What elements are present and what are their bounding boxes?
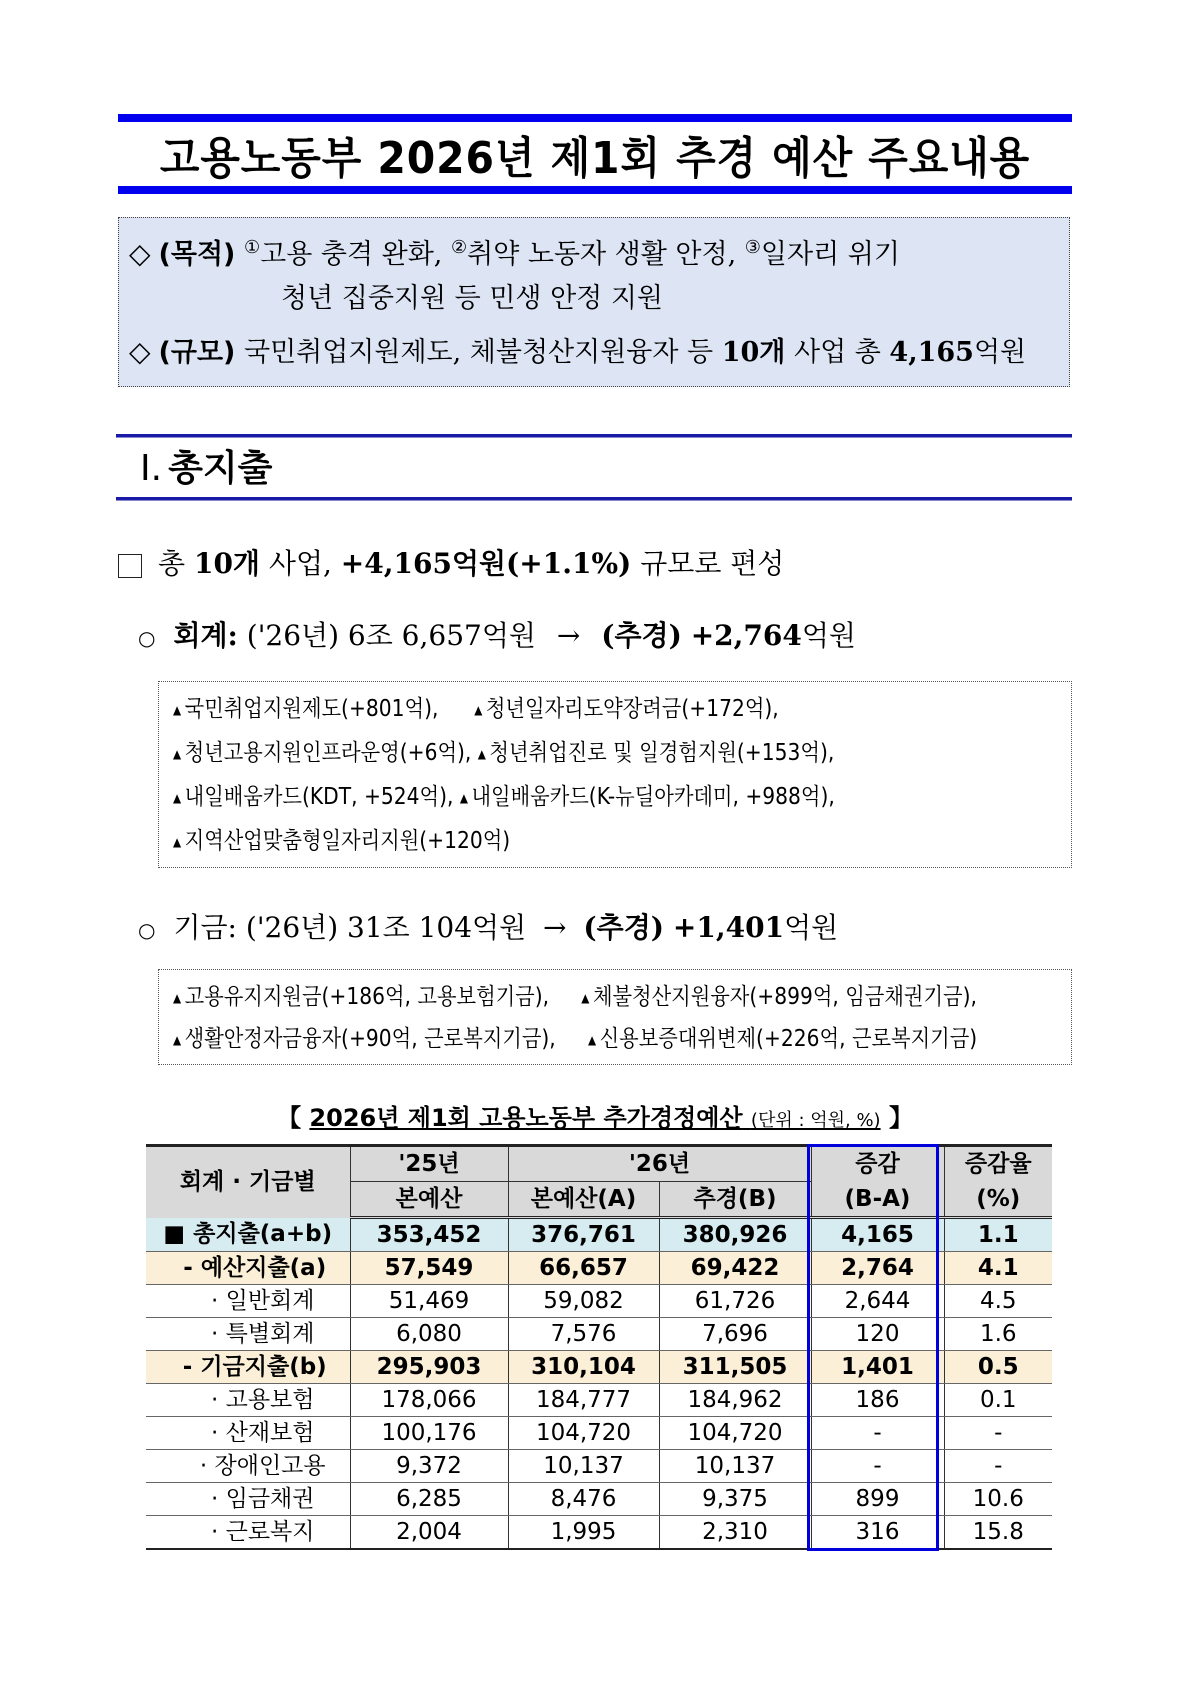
fund-item: 생활안정자금융자(+90억, 근로복지기금),: [184, 1026, 556, 1052]
triangle-bullet-icon: ▲: [173, 790, 182, 805]
headline-amount: +4,165억원(+1.1%): [340, 547, 632, 580]
checkbox-icon: [118, 554, 142, 578]
section-title: 총지출: [168, 448, 273, 489]
cell-y26-supp: 184,962: [659, 1384, 811, 1417]
cell-change: 899: [811, 1483, 944, 1516]
cell-rate: -: [944, 1450, 1052, 1483]
account-item: 지역산업맞춤형일자리지원(+120억): [184, 828, 511, 854]
header-y26-supp: 추경(B): [659, 1182, 811, 1218]
cell-y26-main: 10,137: [508, 1450, 659, 1483]
document-title: 고용노동부 2026년 제1회 추경 예산 주요내용: [159, 133, 1031, 184]
triangle-bullet-icon: ▲: [581, 990, 590, 1005]
cell-change: -: [811, 1450, 944, 1483]
table-caption: [118, 1098, 1072, 1133]
cell-y26-supp: 61,726: [659, 1285, 811, 1318]
triangle-bullet-icon: ▲: [173, 746, 182, 761]
header-y25-main: 본예산: [350, 1182, 508, 1218]
cell-y26-supp: 104,720: [659, 1417, 811, 1450]
cell-y26-supp: 10,137: [659, 1450, 811, 1483]
account-item: 청년일자리도약장려금(+172억),: [485, 696, 779, 722]
cell-change: 120: [811, 1318, 944, 1351]
circled-number-2: ②: [450, 237, 468, 258]
table-row-total: [146, 1218, 1052, 1252]
cell-change: -: [811, 1417, 944, 1450]
account-detail-box: [158, 681, 1072, 868]
table-row: [146, 1285, 1052, 1318]
row-label: · 고용보험: [146, 1384, 350, 1417]
headline: [118, 542, 784, 582]
table-title: [309, 1104, 880, 1132]
triangle-bullet-icon: ▲: [173, 1032, 182, 1047]
table-unit: (단위 : 억원, %): [750, 1110, 881, 1131]
cell-y25: 100,176: [350, 1417, 508, 1450]
cell-y26-main: 310,104: [508, 1351, 659, 1384]
circled-number-1: ①: [243, 237, 261, 258]
header-y26-main: 본예산(A): [508, 1182, 659, 1218]
fund-base: ('26년) 31조 104억원: [245, 911, 527, 944]
cell-y26-main: 66,657: [508, 1252, 659, 1285]
bracket-open: 【: [277, 1104, 302, 1132]
budget-table: [146, 1144, 1052, 1550]
cell-rate: 1.6: [944, 1318, 1052, 1351]
account-item: 내일배움카드(K-뉴딜아카데미, +988억),: [471, 784, 835, 810]
section-top-rule: [116, 434, 1072, 438]
cell-y26-supp: 69,422: [659, 1252, 811, 1285]
cell-rate: -: [944, 1417, 1052, 1450]
account-detail-line-1: [173, 690, 779, 723]
account-detail-line-2: [173, 734, 834, 767]
account-supp-amount: +2,764: [690, 619, 802, 652]
arrow-right-icon: →: [556, 619, 581, 652]
cell-y25: 295,903: [350, 1351, 508, 1384]
cell-y25: 353,452: [350, 1218, 508, 1252]
account-label: 회계:: [173, 619, 238, 652]
scale-amount: 4,165: [889, 337, 974, 368]
purpose-item-3: 일자리 위기: [760, 239, 900, 270]
cell-change: 186: [811, 1384, 944, 1417]
table-row: [146, 1384, 1052, 1417]
cell-y26-supp: 2,310: [659, 1516, 811, 1550]
scale-text-mid: 사업 총: [793, 337, 881, 368]
fund-item: 신용보증대위변제(+226억, 근로복지기금): [599, 1026, 978, 1052]
cell-rate: 4.5: [944, 1285, 1052, 1318]
cell-y26-main: 8,476: [508, 1483, 659, 1516]
account-line: [138, 614, 856, 654]
row-label: · 임금채권: [146, 1483, 350, 1516]
cell-y25: 2,004: [350, 1516, 508, 1550]
fund-supp-amount: +1,401: [672, 911, 785, 944]
headline-count: 10개: [193, 547, 260, 580]
table-row-budget: [146, 1252, 1052, 1285]
cell-y25: 57,549: [350, 1252, 508, 1285]
circle-bullet-icon: ○: [138, 626, 156, 650]
header-rate-sub: (%): [944, 1182, 1052, 1218]
cell-y25: 9,372: [350, 1450, 508, 1483]
cell-y26-main: 7,576: [508, 1318, 659, 1351]
table-row: [146, 1516, 1052, 1550]
cell-change: 316: [811, 1516, 944, 1550]
triangle-bullet-icon: ▲: [173, 702, 182, 717]
cell-y25: 6,080: [350, 1318, 508, 1351]
cell-y26-main: 184,777: [508, 1384, 659, 1417]
scale-count: 10개: [721, 337, 786, 368]
fund-detail-box: [158, 969, 1072, 1065]
section-bottom-rule: [116, 497, 1072, 501]
cell-y26-main: 1,995: [508, 1516, 659, 1550]
headline-pre: 총: [158, 547, 186, 580]
header-y26: '26년: [508, 1146, 811, 1182]
row-label: - 예산지출(a): [146, 1252, 350, 1285]
account-detail-line-4: [173, 822, 510, 855]
triangle-bullet-icon: ▲: [587, 1032, 597, 1047]
fund-label: 기금:: [173, 911, 237, 944]
scale-label: (규모): [158, 337, 236, 368]
circle-bullet-icon: ○: [138, 918, 156, 942]
account-item: 청년고용지원인프라운영(+6억),: [184, 740, 472, 766]
diamond-icon: ◇: [129, 335, 151, 368]
triangle-bullet-icon: ▲: [173, 834, 182, 849]
fund-supp-unit: 억원: [784, 911, 839, 944]
cell-y26-supp: 9,375: [659, 1483, 811, 1516]
cell-rate: 1.1: [944, 1218, 1052, 1252]
account-item: 국민취업지원제도(+801억),: [184, 696, 439, 722]
scale-line: [129, 330, 1026, 369]
headline-mid: 사업,: [268, 547, 332, 580]
headline-post: 규모로 편성: [640, 547, 785, 580]
cell-change: 2,764: [811, 1252, 944, 1285]
header-category: 회계 · 기금별: [146, 1146, 350, 1218]
bracket-close: 】: [888, 1104, 913, 1132]
scale-text-pre: 국민취업지원제도, 체불청산지원융자 등: [243, 337, 714, 368]
cell-rate: 0.5: [944, 1351, 1052, 1384]
account-detail-line-3: [173, 778, 835, 811]
scale-unit: 억원: [973, 337, 1027, 368]
circled-number-3: ③: [744, 237, 761, 258]
table-row: [146, 1450, 1052, 1483]
account-supp-label: (추경): [601, 619, 682, 652]
account-base: ('26년) 6조 6,657억원: [246, 619, 536, 652]
fund-supp-label: (추경): [583, 911, 665, 944]
row-label: - 기금지출(b): [146, 1351, 350, 1384]
account-item: 내일배움카드(KDT, +524억),: [184, 784, 454, 810]
cell-change: 2,644: [811, 1285, 944, 1318]
triangle-bullet-icon: ▲: [459, 790, 468, 805]
cell-y26-supp: 7,696: [659, 1318, 811, 1351]
title-bottom-bar: [118, 186, 1072, 194]
cell-change: 1,401: [811, 1351, 944, 1384]
header-change: 증감: [811, 1146, 944, 1182]
diamond-icon: ◇: [129, 237, 151, 270]
account-supp-unit: 억원: [801, 619, 856, 652]
row-label: · 일반회계: [146, 1285, 350, 1318]
purpose-line: [129, 232, 900, 271]
cell-y25: 51,469: [350, 1285, 508, 1318]
row-label: · 산재보험: [146, 1417, 350, 1450]
triangle-bullet-icon: ▲: [477, 746, 486, 761]
cell-rate: 15.8: [944, 1516, 1052, 1550]
summary-box: [118, 217, 1070, 387]
cell-y26-main: 104,720: [508, 1417, 659, 1450]
cell-y26-supp: 311,505: [659, 1351, 811, 1384]
fund-detail-line-1: [173, 978, 977, 1011]
purpose-continuation: 청년 집중지원 등 민생 안정 지원: [281, 283, 663, 314]
fund-detail-line-2: [173, 1020, 977, 1053]
cell-change: 4,165: [811, 1218, 944, 1252]
section-heading: [140, 440, 272, 491]
row-label: · 특별회계: [146, 1318, 350, 1351]
row-label: · 장애인고용: [146, 1450, 350, 1483]
arrow-right-icon: →: [543, 911, 567, 944]
cell-y26-main: 376,761: [508, 1218, 659, 1252]
purpose-label: (목적): [158, 239, 236, 270]
cell-y25: 6,285: [350, 1483, 508, 1516]
cell-y25: 178,066: [350, 1384, 508, 1417]
account-item: 청년취업진로 및 일경험지원(+153억),: [489, 740, 835, 766]
row-label: · 근로복지: [146, 1516, 350, 1550]
table-row: [146, 1318, 1052, 1351]
cell-rate: 10.6: [944, 1483, 1052, 1516]
header-change-sub: (B-A): [811, 1182, 944, 1218]
cell-y26-main: 59,082: [508, 1285, 659, 1318]
table-row: [146, 1483, 1052, 1516]
row-label: ■ 총지출(a+b): [146, 1218, 350, 1252]
fund-item: 체불청산지원융자(+899억, 임금채권기금),: [592, 984, 977, 1010]
section-number: Ⅰ.: [140, 448, 163, 489]
table-title-text: 2026년 제1회 고용노동부 추가경정예산: [309, 1104, 743, 1132]
header-y25: '25년: [350, 1146, 508, 1182]
purpose-item-1: 고용 충격 완화,: [260, 239, 443, 270]
fund-item: 고용유지지원금(+186억, 고용보험기금),: [184, 984, 550, 1010]
cell-y26-supp: 380,926: [659, 1218, 811, 1252]
triangle-bullet-icon: ▲: [173, 990, 182, 1005]
fund-line: [138, 906, 838, 946]
triangle-bullet-icon: ▲: [474, 702, 483, 717]
title-top-bar: [118, 114, 1072, 122]
purpose-item-2: 취약 노동자 생활 안정,: [467, 239, 737, 270]
table-row-fund: [146, 1351, 1052, 1384]
cell-rate: 4.1: [944, 1252, 1052, 1285]
table-row: [146, 1417, 1052, 1450]
header-rate: 증감율: [944, 1146, 1052, 1182]
cell-rate: 0.1: [944, 1384, 1052, 1417]
